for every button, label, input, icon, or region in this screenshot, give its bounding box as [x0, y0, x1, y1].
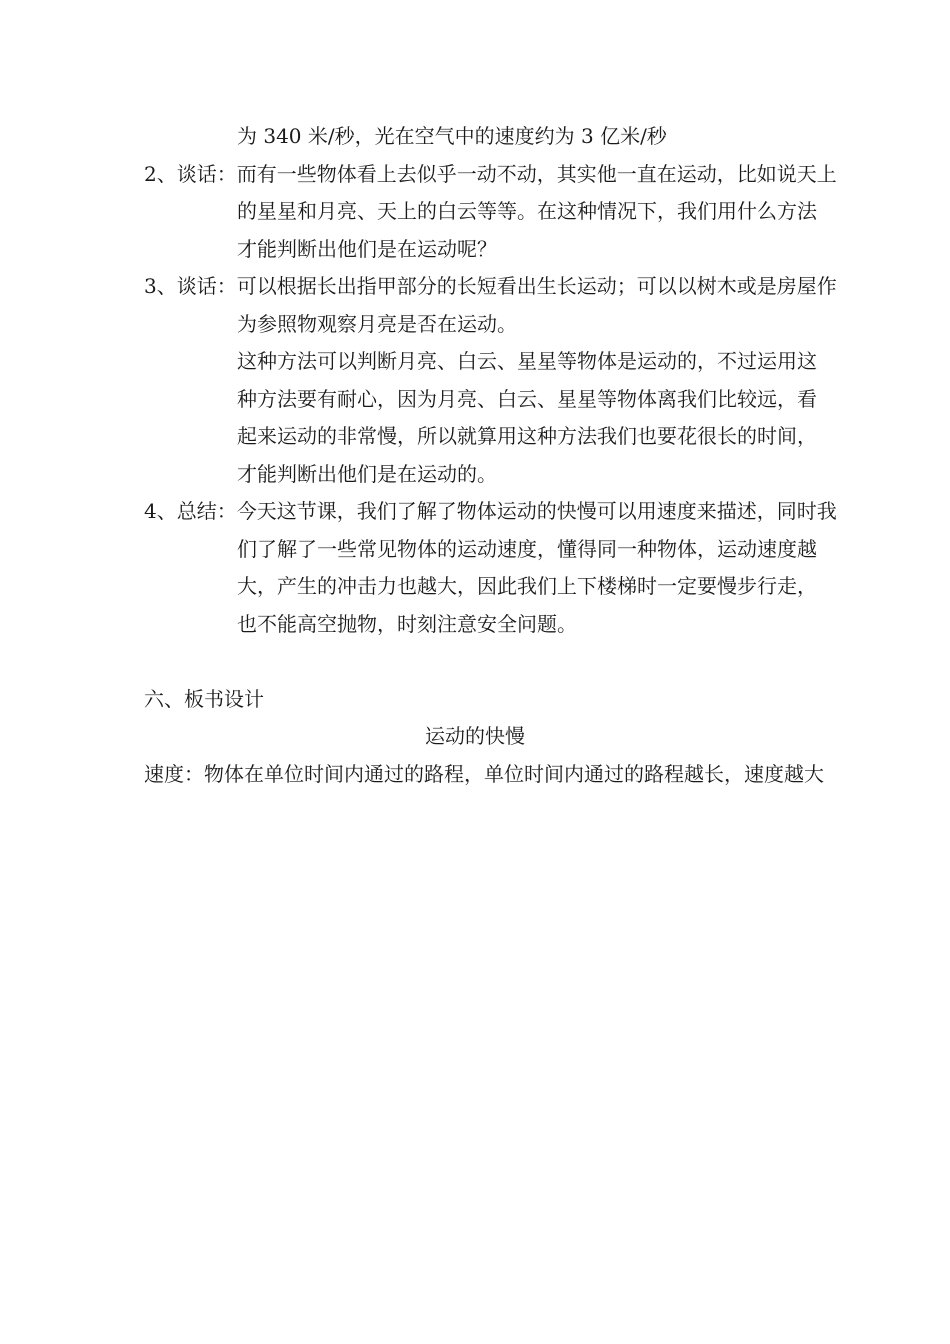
- document-text-block: [144, 118, 837, 793]
- doc-line-item3-cont-4: 起来运动的非常慢，所以就算用这种方法我们也要花很长的时间，: [237, 424, 817, 448]
- doc-line-item4-summary: 4、总结：今天这节课，我们了解了物体运动的快慢可以用速度来描述，同时我: [144, 499, 837, 523]
- doc-line-item3-cont-1: 为参照物观察月亮是否在运动。: [237, 311, 517, 336]
- doc-line-item4-cont-1: 们了解了一些常见物体的运动速度，懂得同一种物体，运动速度越: [237, 536, 817, 561]
- doc-line-item2-cont-1: 的星星和月亮、天上的白云等等。在这种情况下，我们用什么方法: [237, 199, 817, 223]
- doc-line-item3-cont-5: 才能判断出他们是在运动的。: [237, 461, 497, 486]
- blank-line: [144, 643, 806, 681]
- doc-line-item3-cont-2: 这种方法可以判断月亮、白云、星星等物体是运动的，不过运用这: [237, 349, 817, 373]
- doc-line-item3-talk: 3、谈话：可以根据长出指甲部分的长短看出生长运动；可以以树木或是房屋作: [144, 274, 837, 298]
- doc-line-section6-heading: 六、板书设计: [144, 686, 264, 711]
- doc-line-speed-fact-continuation: 为 340 米/秒，光在空气中的速度约为 3 亿米/秒: [237, 124, 667, 148]
- doc-line-item2-talk: 2、谈话：而有一些物体看上去似乎一动不动，其实他一直在运动，比如说天上: [144, 161, 837, 186]
- doc-line-board-title: 运动的快慢: [425, 724, 525, 748]
- doc-line-item3-cont-3: 种方法要有耐心，因为月亮、白云、星星等物体离我们比较远，看: [237, 386, 817, 411]
- doc-line-speed-definition: 速度：物体在单位时间内通过的路程，单位时间内通过的路程越长，速度越大: [144, 761, 824, 786]
- doc-line-item4-cont-3: 也不能高空抛物，时刻注意安全问题。: [237, 611, 577, 636]
- doc-line-item4-cont-2: 大，产生的冲击力也越大，因此我们上下楼梯时一定要慢步行走，: [237, 574, 817, 598]
- doc-line-item2-cont-2: 才能判断出他们是在运动呢？: [237, 236, 497, 261]
